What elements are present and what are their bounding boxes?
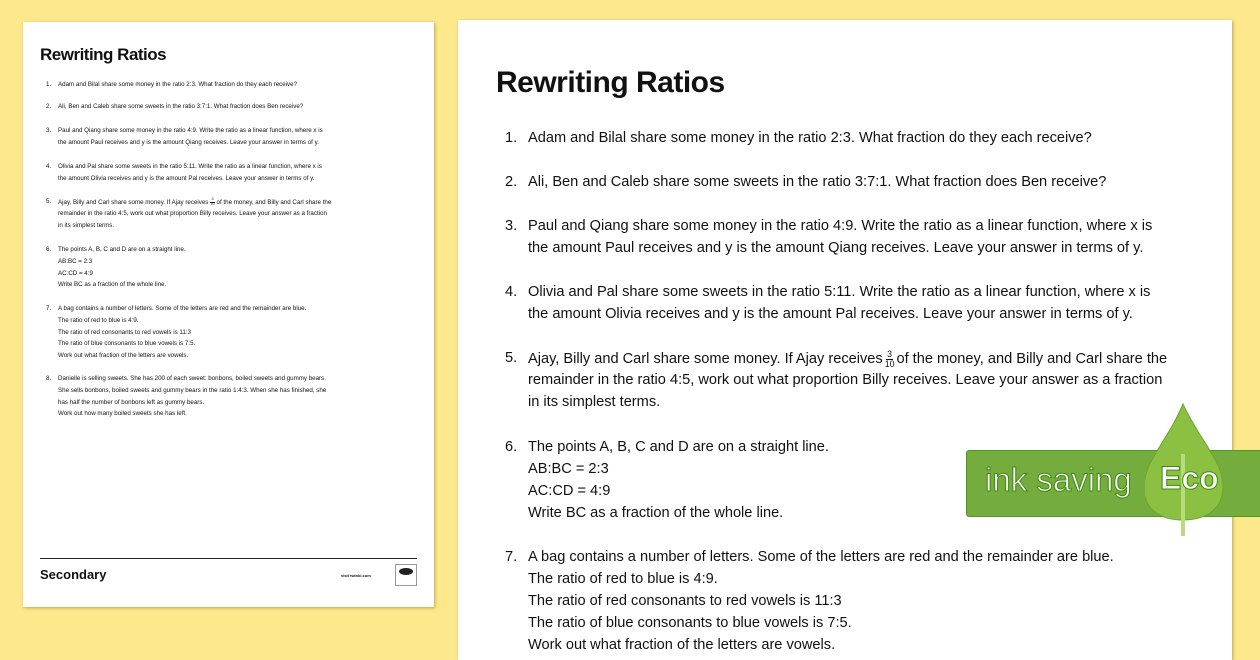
question-number: 5. — [46, 198, 52, 205]
question-number: 8. — [46, 375, 52, 382]
eco-label: Eco — [1160, 460, 1219, 496]
thumbnail-title: Rewriting Ratios — [40, 45, 167, 64]
question-line: She sells bonbons, boiled sweets and gummy bears in the ratio 1:4:3. When she has finished, she — [58, 386, 327, 394]
question-line: in its simplest terms. — [528, 394, 661, 410]
question-line: A bag contains a number of letters. Some of the letters are red and the remainder are blue. — [58, 305, 307, 312]
question-line: the amount Paul receives and y is the amount Qiang receives. Leave your answer in terms of y. — [528, 240, 1144, 256]
ink-saving-label: ink saving — [985, 461, 1132, 498]
question-line: Paul and Qiang share some money in the ratio 4:9. Write the ratio as a linear function, where x is — [58, 127, 323, 134]
question-line: AB:BC = 2:3 — [528, 461, 609, 477]
fraction-numerator: 3 — [211, 197, 214, 201]
question-number: 2. — [46, 103, 52, 110]
question-number: 5. — [505, 350, 518, 366]
question-line: AC:CD = 4:9 — [58, 269, 93, 277]
question-line: Ali, Ben and Caleb share some sweets in the ratio 3:7:1. What fraction does Ben receive? — [528, 174, 1107, 190]
question-line: Work out what fraction of the letters are vowels. — [58, 352, 189, 360]
question-number: 2. — [505, 174, 518, 190]
question-line: Olivia and Pal share some sweets in the ratio 5:11. Write the ratio as a linear function, where x is — [528, 284, 1151, 300]
question-line: Adam and Bilal share some money in the ratio 2:3. What fraction do they each receive? — [528, 130, 1092, 146]
eco-leaf-icon — [1145, 402, 1235, 537]
question-line: A bag contains a number of letters. Some of the letters are red and the remainder are blue. — [528, 549, 1114, 565]
question-line: AB:BC = 2:3 — [58, 257, 93, 265]
question-line: Work out how many boiled sweets she has left. — [58, 410, 187, 418]
question-line: the amount Olivia receives and y is the amount Pal receives. Leave your answer in terms of y. — [58, 174, 315, 182]
line-text: Ajay, Billy and Carl share some money. If Ajay receives — [58, 198, 209, 206]
question-line — [58, 198, 331, 206]
line-text: of the money, and Billy and Carl share the — [896, 351, 1168, 368]
question-line: The ratio of red consonants to red vowels is 11:3 — [528, 593, 842, 609]
footer-url: visit twinkl.com — [341, 573, 371, 578]
worksheet-preview — [458, 20, 1232, 660]
question-line: has half the number of bonbons left as gummy bears. — [58, 398, 205, 406]
question-line — [528, 350, 1167, 369]
question-number: 4. — [46, 163, 52, 170]
question-line: The points A, B, C and D are on a straight line. — [58, 246, 186, 253]
question-number: 7. — [46, 305, 52, 312]
question-number: 7. — [505, 549, 518, 565]
question-line: Write BC as a fraction of the whole line. — [528, 505, 784, 521]
question-line: The ratio of blue consonants to blue vowels is 7:5. — [58, 340, 196, 348]
question-line: remainder in the ratio 4:5, work out what proportion Billy receives. Leave your answer as a fraction — [58, 209, 327, 217]
worksheet-title: Rewriting Ratios — [496, 66, 725, 99]
fraction — [210, 198, 214, 206]
fraction — [885, 350, 895, 369]
fraction-denominator: 10 — [884, 358, 895, 369]
question-number: 4. — [505, 284, 518, 300]
question-number: 1. — [505, 130, 518, 146]
question-number: 1. — [46, 81, 52, 88]
question-line: The ratio of red consonants to red vowels is 11:3 — [58, 328, 191, 336]
question-number: 6. — [46, 246, 52, 253]
question-line: Ali, Ben and Caleb share some sweets in the ratio 3:7:1. What fraction does Ben receive? — [58, 103, 304, 110]
fraction-numerator: 3 — [887, 349, 893, 359]
question-number: 3. — [505, 218, 518, 234]
footer-divider — [40, 558, 417, 559]
question-line: Paul and Qiang share some money in the ratio 4:9. Write the ratio as a linear function, where x is — [528, 218, 1153, 234]
question-number: 6. — [505, 439, 518, 455]
question-line: the amount Olivia receives and y is the amount Pal receives. Leave your answer in terms of y. — [528, 306, 1133, 322]
question-line: Work out what fraction of the letters are vowels. — [528, 637, 836, 653]
worksheet-thumbnail[interactable] — [23, 22, 434, 607]
question-line: in its simplest terms. — [58, 221, 115, 229]
question-line: The ratio of red to blue is 4:9. — [58, 316, 139, 324]
twinkl-logo-icon — [395, 564, 417, 586]
question-number: 3. — [46, 127, 52, 134]
question-line: Write BC as a fraction of the whole line. — [58, 281, 167, 289]
question-line: The points A, B, C and D are on a straight line. — [528, 439, 829, 455]
question-line: the amount Paul receives and y is the amount Qiang receives. Leave your answer in terms of y. — [58, 138, 319, 146]
question-line: AC:CD = 4:9 — [528, 483, 611, 499]
line-text: Ajay, Billy and Carl share some money. If Ajay receives — [528, 351, 883, 368]
question-line: The ratio of blue consonants to blue vowels is 7:5. — [528, 615, 852, 631]
question-line: The ratio of red to blue is 4:9. — [528, 571, 718, 587]
question-line: Olivia and Pal share some sweets in the ratio 5:11. Write the ratio as a linear function, where x is — [58, 163, 322, 170]
question-line: Adam and Bilal share some money in the ratio 2:3. What fraction do they each receive? — [58, 81, 298, 88]
question-line: Danielle is selling sweets. She has 200 of each sweet: bonbons, boiled sweets and gummy bears. — [58, 375, 326, 382]
fraction-denominator: 10 — [210, 201, 215, 206]
line-text: of the money, and Billy and Carl share the — [216, 198, 332, 206]
question-line: remainder in the ratio 4:5, work out what proportion Billy receives. Leave your answer as a fraction — [528, 372, 1163, 388]
footer-label: Secondary — [40, 567, 107, 582]
